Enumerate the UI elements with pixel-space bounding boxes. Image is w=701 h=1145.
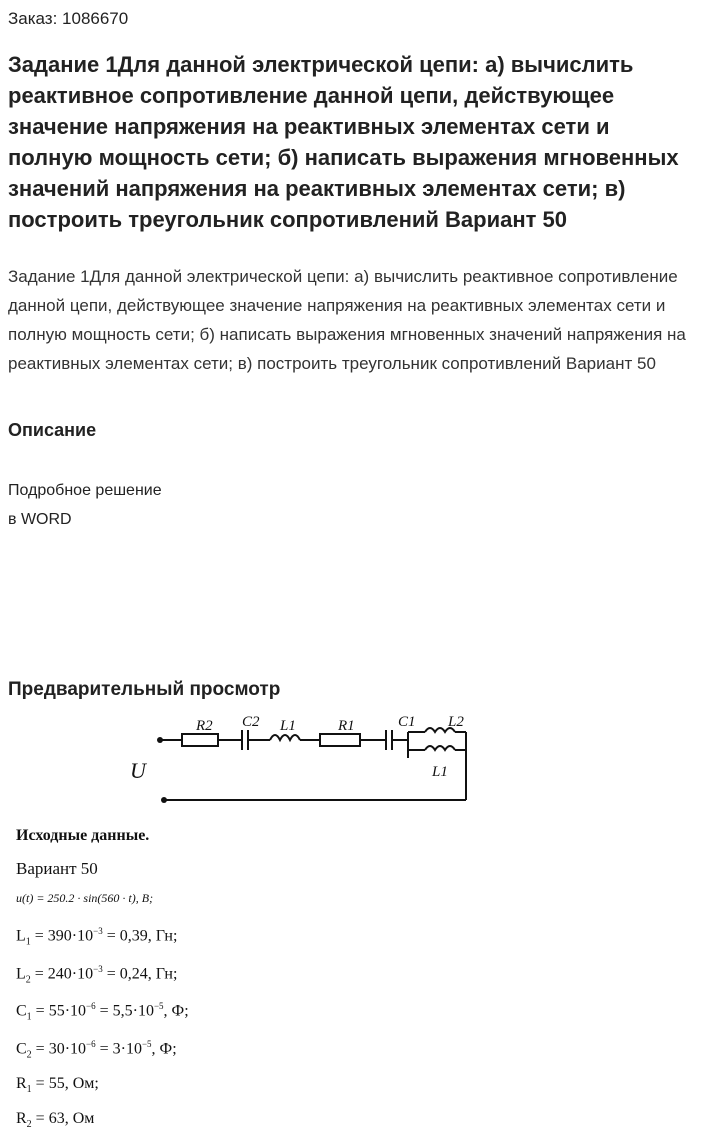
variant-label: Вариант 50 [16,859,98,878]
c1-value: $C_1 = 55\cdot 10^{-6} = 5,5\cdot 10^{-5}$, Ф; [16,1001,189,1023]
l1-value: $L_1 = 390\cdot 10^{-3} = 0,39$, Гн; [16,926,178,948]
detail-line-2: в WORD [8,511,72,528]
l2-value: $L_2 = 240\cdot 10^{-3} = 0,24$, Гн; [16,964,178,986]
circuit-diagram [120,712,480,812]
label-u: U [130,758,146,783]
label-r1: R1 [338,718,355,734]
label-l1-top: L1 [280,718,296,734]
label-c1: C1 [398,714,416,730]
label-l1-right: L1 [432,764,448,780]
detail-line-1: Подробное решение [8,482,162,499]
c2-value: $C_2 = 30\cdot 10^{-6} = 3\cdot 10^{-5}$, Ф; [16,1039,177,1061]
label-l2: L2 [448,714,464,730]
r1-value: $R_1 = 55$, Ом; [16,1075,99,1096]
voltage-equation: u(t) = 250.2 · sin(560 · t), B; [16,891,154,905]
description-heading: Описание [8,420,97,440]
task-title: Задание 1Для данной электрической цепи: а) вычислить реактивное сопротивление данной цепи, действующее значение напряжения на реактивных элементах сети и полную мощность сети; б) написать выражения мгновенных значений напряжения на реактивных элементах сети; в) построить треугольник сопротивлений Вариант 50 [8,52,679,232]
r2-value: $R_2 = 63$, Ом [16,1110,95,1131]
preview-heading: Предварительный просмотр [8,679,281,700]
label-r2: R2 [196,718,213,734]
label-c2: C2 [242,714,260,730]
task-description: Задание 1Для данной электрической цепи: а) вычислить реактивное сопротивление данной цепи, действующее значение напряжения на реактивных элементах сети и полную мощность сети; б) написать выражения мгновенных значений напряжения на реактивных элементах сети; в) построить треугольник сопротивлений Вариант 50 [8,267,686,373]
source-data-heading: Исходные данные. [16,827,150,844]
order-number: Заказ: 1086670 [8,9,129,28]
